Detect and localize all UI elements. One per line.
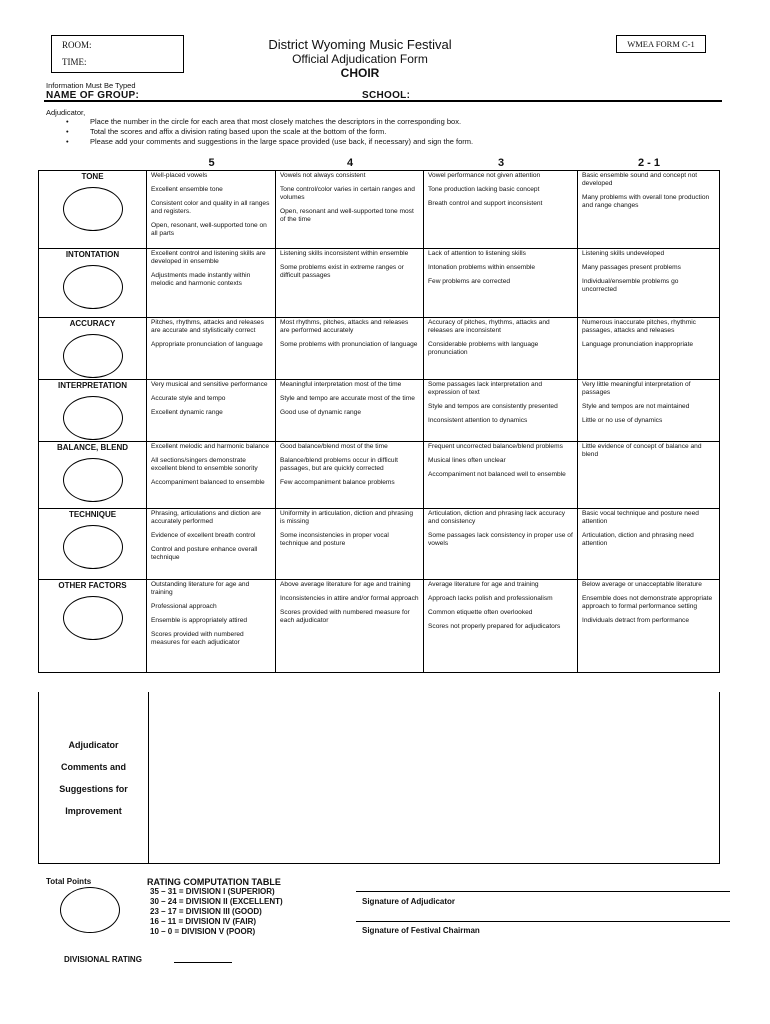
rubric-category-cell	[38, 249, 147, 318]
rubric-descriptor-cell	[578, 249, 720, 318]
instructions-heading: Adjudicator,	[46, 108, 86, 117]
rubric-descriptor-cell	[424, 249, 578, 318]
descriptor-text: Scores provided with numbered measure for each adjudicator	[280, 609, 410, 625]
score-circle[interactable]	[63, 396, 123, 440]
descriptor-text: Few accompaniment balance problems	[280, 479, 395, 487]
rubric-descriptor-cell	[147, 249, 276, 318]
descriptor-text: Uniformity in articulation, diction and phrasing is missing	[280, 510, 414, 526]
descriptor-text: Accompaniment not balanced well to ensemble	[428, 471, 566, 479]
form-type: CHOIR	[340, 66, 380, 80]
divisional-rating-line[interactable]	[174, 962, 232, 963]
rubric-descriptor-cell	[147, 580, 276, 673]
rubric-descriptor-cell	[578, 318, 720, 380]
school-label: SCHOOL:	[362, 90, 411, 101]
descriptor-text: Style and tempos are not maintained	[582, 403, 690, 411]
descriptor-text: Considerable problems with language pronunciation	[428, 341, 539, 357]
descriptor-text: Excellent dynamic range	[151, 409, 223, 417]
comments-area[interactable]	[149, 692, 719, 863]
rubric-descriptor-cell	[424, 509, 578, 580]
comments-label-line3: Suggestions for	[59, 784, 128, 794]
descriptor-text: Accompaniment balanced to ensemble	[151, 479, 265, 487]
rubric-descriptor-cell	[424, 580, 578, 673]
rubric-category-cell	[38, 509, 147, 580]
rubric-category-cell	[38, 580, 147, 673]
rubric-descriptor-cell	[276, 509, 424, 580]
time-label: TIME:	[62, 57, 87, 67]
rating-row: 30 – 24 = DIVISION II (EXCELLENT)	[150, 897, 283, 906]
descriptor-text: Tone control/color varies in certain ranges and volumes	[280, 186, 415, 202]
rating-row: 16 – 11 = DIVISION IV (FAIR)	[150, 917, 257, 926]
descriptor-text: Articulation, diction and phrasing need attention	[582, 532, 694, 548]
room-time-box	[51, 35, 184, 73]
rubric-descriptor-cell	[147, 318, 276, 380]
rubric-descriptor-cell	[578, 171, 720, 249]
descriptor-text: Meaningful interpretation most of the time	[280, 381, 402, 388]
descriptor-text: Some problems with pronunciation of language	[280, 341, 418, 349]
rating-row: 23 – 17 = DIVISION III (GOOD)	[150, 907, 262, 916]
descriptor-text: Some inconsistencies in proper vocal technique and posture	[280, 532, 389, 548]
rubric-descriptor-cell	[578, 509, 720, 580]
descriptor-text: Frequent uncorrected balance/blend problems	[428, 443, 563, 450]
descriptor-text: Individual/ensemble problems go uncorrected	[582, 278, 679, 294]
descriptor-text: Little evidence of concept of balance and blend	[582, 443, 702, 459]
form-title: Official Adjudication Form	[292, 52, 428, 66]
rubric-category-cell	[38, 442, 147, 509]
descriptor-text: Some passages lack consistency in proper use of vowels	[428, 532, 573, 548]
descriptor-text: Accurate style and tempo	[151, 395, 226, 403]
column-header-2-1: 2 - 1	[637, 157, 660, 169]
group-underline	[44, 100, 722, 102]
descriptor-text: Average literature for age and training	[428, 581, 539, 588]
descriptor-text: Lack of attention to listening skills	[428, 250, 526, 257]
column-header-3: 3	[497, 157, 505, 169]
descriptor-text: Very little meaningful interpretation of passages	[582, 381, 691, 397]
descriptor-text: Evidence of excellent breath control	[151, 532, 256, 540]
descriptor-text: Many problems with overall tone production and range changes	[582, 194, 710, 210]
rubric-descriptor-cell	[424, 171, 578, 249]
descriptor-text: Style and tempos are consistently presented	[428, 403, 558, 411]
descriptor-text: Listening skills undeveloped	[582, 250, 665, 257]
descriptor-text: Appropriate pronunciation of language	[151, 341, 263, 349]
score-circle[interactable]	[63, 187, 123, 231]
descriptor-text: Excellent ensemble tone	[151, 186, 223, 194]
descriptor-text: Open, resonant and well-supported tone most of the time	[280, 208, 414, 224]
rubric-descriptor-cell	[578, 380, 720, 442]
rubric-descriptor-cell	[147, 509, 276, 580]
rubric-descriptor-cell	[424, 318, 578, 380]
divisional-rating-label: DIVISIONAL RATING	[64, 955, 142, 964]
rubric-category-label: TECHNIQUE	[68, 510, 117, 519]
rubric-descriptor-cell	[578, 442, 720, 509]
room-label: ROOM:	[62, 40, 92, 50]
descriptor-text: Well-placed vowels	[151, 172, 208, 179]
descriptor-text: Ensemble does not demonstrate appropriate approach to formal performance setting	[582, 595, 713, 611]
comments-label-column	[39, 692, 149, 863]
descriptor-text: Musical lines often unclear	[428, 457, 506, 465]
chairman-signature-line[interactable]	[356, 921, 730, 922]
score-circle[interactable]	[63, 334, 123, 378]
descriptor-text: Approach lacks polish and professionalism	[428, 595, 553, 603]
total-points-label: Total Points	[46, 877, 92, 886]
rating-table-title: RATING COMPUTATION TABLE	[147, 877, 281, 887]
descriptor-text: Outstanding literature for age and training	[151, 581, 250, 597]
rating-table	[150, 887, 283, 937]
typed-note: Information Must Be Typed	[46, 81, 136, 90]
comments-section	[38, 692, 720, 864]
instructions-list	[66, 117, 706, 147]
score-circle[interactable]	[63, 458, 123, 502]
rubric-descriptor-cell	[276, 318, 424, 380]
descriptor-text: Accuracy of pitches, rhythms, attacks and releases are inconsistent	[428, 319, 550, 335]
descriptor-text: Individuals detract from performance	[582, 617, 690, 625]
descriptor-text: Breath control and support inconsistent	[428, 200, 543, 208]
form-code: WMEA FORM C-1	[616, 35, 706, 53]
descriptor-text: Numerous inaccurate pitches, rhythmic passages, attacks and releases	[582, 319, 696, 335]
instruction-item: • Total the scores and affix a division rating based upon the scale at the bottom of the form.	[66, 127, 387, 136]
descriptor-text: Open, resonant, well-supported tone on all parts	[151, 222, 267, 238]
descriptor-text: Most rhythms, pitches, attacks and releases are performed accurately	[280, 319, 409, 335]
rubric-category-label: INTERPRETATION	[57, 381, 128, 390]
descriptor-text: Phrasing, articulations and diction are accurately performed	[151, 510, 261, 526]
descriptor-text: Scores not properly prepared for adjudicators	[428, 623, 561, 631]
descriptor-text: Very musical and sensitive performance	[151, 381, 268, 388]
descriptor-text: Style and tempo are accurate most of the time	[280, 395, 415, 403]
descriptor-text: Good use of dynamic range	[280, 409, 362, 417]
descriptor-text: Vowels not always consistent	[280, 172, 366, 179]
descriptor-text: Professional approach	[151, 603, 217, 611]
rubric-descriptor-cell	[424, 380, 578, 442]
rubric-descriptor-cell	[276, 442, 424, 509]
rubric-category-label: ACCURACY	[69, 319, 116, 328]
chairman-signature-label: Signature of Festival Chairman	[362, 926, 480, 935]
rubric-descriptor-cell	[276, 580, 424, 673]
adjudicator-signature-line[interactable]	[356, 891, 730, 892]
rating-row: 35 – 31 = DIVISION I (SUPERIOR)	[150, 887, 275, 896]
descriptor-text: Common etiquette often overlooked	[428, 609, 533, 617]
rubric-category-label: BALANCE, BLEND	[56, 443, 129, 452]
descriptor-text: Excellent control and listening skills are developed in ensemble	[151, 250, 266, 266]
rubric-category-cell	[38, 380, 147, 442]
adjudicator-signature-label: Signature of Adjudicator	[362, 897, 456, 906]
rubric-category-label: INTONTATION	[65, 250, 120, 259]
rubric-category-label: OTHER FACTORS	[58, 581, 127, 590]
descriptor-text: Tone production lacking basic concept	[428, 186, 540, 194]
rubric-category-label: TONE	[81, 172, 104, 181]
descriptor-text: Many passages present problems	[582, 264, 681, 272]
descriptor-text: Some problems exist in extreme ranges or difficult passages	[280, 264, 404, 280]
rating-row: 10 – 0 = DIVISION V (POOR)	[150, 927, 256, 936]
descriptor-text: Basic vocal technique and posture need attention	[582, 510, 699, 526]
column-header-5: 5	[208, 157, 215, 169]
descriptor-text: Few problems are corrected	[428, 278, 511, 286]
rubric-descriptor-cell	[578, 580, 720, 673]
total-points-circle[interactable]	[60, 887, 120, 933]
rubric-descriptor-cell	[276, 171, 424, 249]
descriptor-text: Articulation, diction and phrasing lack accuracy and consistency	[428, 510, 566, 526]
rubric-descriptor-cell	[147, 171, 276, 249]
descriptor-text: Excellent melodic and harmonic balance	[151, 443, 270, 450]
rubric-descriptor-cell	[147, 442, 276, 509]
score-circle[interactable]	[63, 265, 123, 309]
comments-label-line4: Improvement	[65, 806, 122, 816]
descriptor-text: Inconsistencies in attire and/or formal approach	[280, 595, 419, 603]
descriptor-text: Some passages lack interpretation and expression of text	[428, 381, 542, 397]
festival-title: District Wyoming Music Festival	[268, 37, 452, 52]
instruction-item: • Please add your comments and suggestions in the large space provided (use back, if necessary) and sign the form.	[66, 137, 474, 146]
descriptor-text: All sections/singers demonstrate excellent blend to ensemble sonority	[151, 457, 258, 473]
descriptor-text: Little or no use of dynamics	[582, 417, 663, 425]
rubric-descriptor-cell	[276, 380, 424, 442]
descriptor-text: Good balance/blend most of the time	[280, 443, 388, 450]
descriptor-text: Above average literature for age and training	[280, 581, 411, 588]
descriptor-text: Consistent color and quality in all ranges and registers.	[151, 200, 270, 216]
group-name-label: NAME OF GROUP:	[46, 90, 140, 101]
descriptor-text: Adjustments made instantly within melodic and harmonic contexts	[151, 272, 251, 288]
descriptor-text: Ensemble is appropriately attired	[151, 617, 248, 625]
score-circle[interactable]	[63, 596, 123, 640]
rubric-descriptor-cell	[424, 442, 578, 509]
descriptor-text: Language pronunciation inappropriate	[582, 341, 694, 349]
rubric-category-cell	[38, 171, 147, 249]
descriptor-text: Below average or unacceptable literature	[582, 581, 702, 588]
descriptor-text: Basic ensemble sound and concept not developed	[582, 172, 698, 188]
rubric-descriptor-cell	[276, 249, 424, 318]
descriptor-text: Listening skills inconsistent within ensemble	[280, 250, 409, 257]
rubric-category-cell	[38, 318, 147, 380]
comments-label-line1: Adjudicator	[68, 740, 119, 750]
descriptor-text: Scores provided with numbered measures for each adjudicator	[151, 631, 244, 647]
descriptor-text: Vowel performance not given attention	[428, 172, 541, 179]
descriptor-text: Inconsistent attention to dynamics	[428, 417, 528, 425]
instruction-item: • Place the number in the circle for each area that most closely matches the descriptors in the corresponding box.	[66, 117, 462, 126]
descriptor-text: Control and posture enhance overall technique	[151, 546, 258, 562]
score-circle[interactable]	[63, 525, 123, 569]
descriptor-text: Intonation problems within ensemble	[428, 264, 536, 272]
column-header-4: 4	[346, 157, 354, 169]
rubric-descriptor-cell	[147, 380, 276, 442]
rubric-grid	[38, 170, 720, 673]
descriptor-text: Balance/blend problems occur in difficult passages, but are quickly corrected	[280, 457, 398, 473]
comments-label-line2: Comments and	[60, 762, 126, 772]
descriptor-text: Pitches, rhythms, attacks and releases are accurate and stylistically correct	[151, 319, 264, 335]
